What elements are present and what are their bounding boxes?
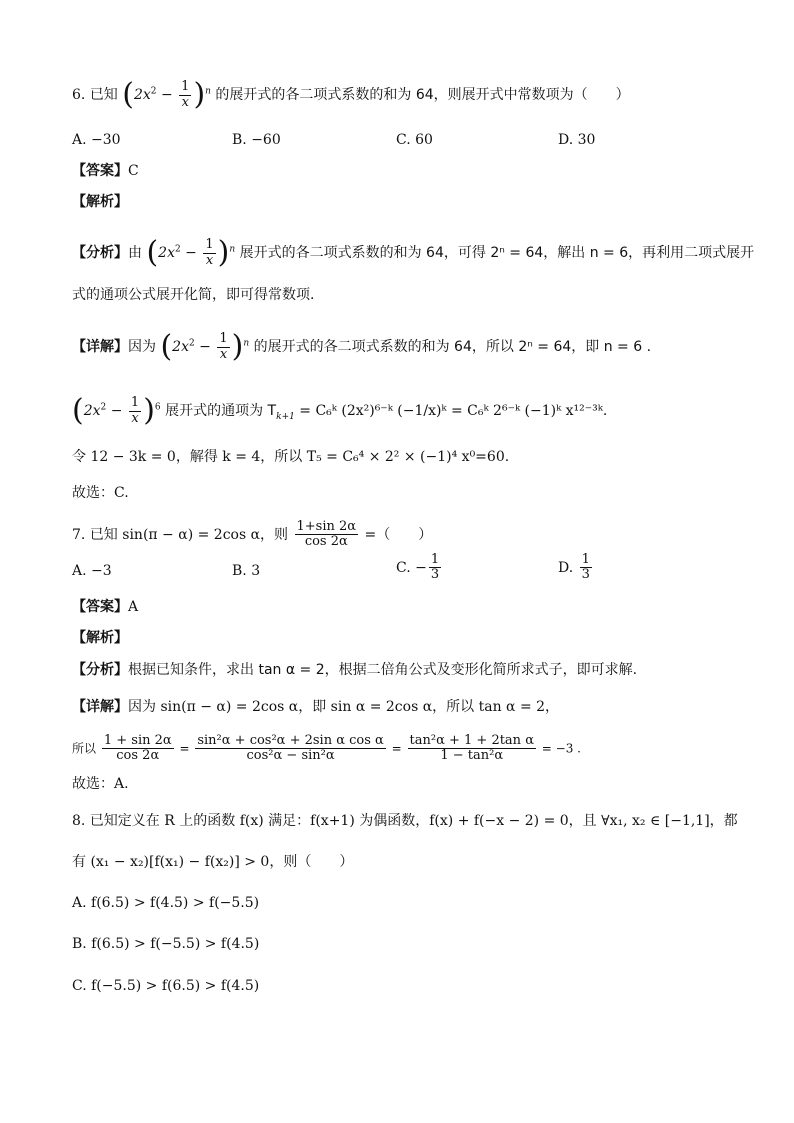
q8-option-c: C. f(−5.5) > f(6.5) > f(4.5) xyxy=(72,978,260,994)
q8-stem-2: 有 (x₁ − x₂)[f(x₁) − f(x₂)] > 0，则（ ） xyxy=(72,854,354,870)
q7-stem-1: 已知 sin(π − α) = 2cos α，则 xyxy=(89,526,289,543)
q6-expr-base: 2x xyxy=(133,87,151,103)
q6-fenxi-2: 展开式的各二项式系数的和为 64，可得 2ⁿ = 64，解出 n = 6，再利用二项式展开 xyxy=(239,245,755,261)
q6-analysis-text: 【解析】 xyxy=(72,194,128,210)
q6-minus: − xyxy=(160,87,173,103)
q8-option-b: B. f(6.5) > f(−5.5) > f(4.5) xyxy=(72,936,260,952)
q6-stem: 6. 已知 ($2x^2$ − $\frac{1}{x}$ )$^n$ 的展开式的各二项式系数的和为 64，则展开式中常数项为（ ） xyxy=(72,77,630,112)
q7-fenxi-text: 根据已知条件，求出 tan α = 2，根据二倍角公式及变形化简所求式子，即可求解. xyxy=(128,662,638,678)
q7-choose: 故选：A. xyxy=(72,776,129,792)
q6-fenxi-3: 式的通项公式展开化简，即可得常数项. xyxy=(72,287,315,303)
q7-answer-label: 【答案】 xyxy=(72,599,128,615)
q6-fraction: $\frac{1}{x}$ xyxy=(181,79,190,110)
q6-gt-exp: 6 xyxy=(154,402,161,413)
q6-option-b: B. −60 xyxy=(232,132,281,148)
q7-option-a: A. −3 xyxy=(72,563,112,579)
q7-frac-1: $\frac{1 + \sin 2\alpha}{\cos 2\alpha}$ xyxy=(103,733,172,764)
q7-fenxi xyxy=(72,660,637,680)
q7-frac-2: $\frac{\text{sin²α + cos²α + 2sin α cos α}}{\text{cos²α − sin²α}}$ xyxy=(197,733,384,764)
q6-xiangjie: 【详解】因为 ($2x^2$ − $\frac{1}{x}$ )$^n$ 的展开式的各二项式系数的和为 64，所以 2ⁿ = 64，即 n = 6 . xyxy=(72,329,652,364)
q6-xiangjie-label: 【详解】 xyxy=(72,339,128,355)
q7-answer xyxy=(72,597,138,617)
q6-xiangjie-2: 的展开式的各二项式系数的和为 64，所以 2ⁿ = 64，即 n = 6 . xyxy=(253,339,652,355)
q6-fenxi-1: 由 xyxy=(128,245,142,261)
q8-stem-1 xyxy=(72,811,738,831)
q6-option-d: D. 30 xyxy=(558,132,596,148)
q8-stem-1-text: 已知定义在 R 上的函数 f(x) 满足：f(x+1) 为偶函数，f(x) + f(−x − 2) = 0，且 ∀x₁, x₂ ∈ [−1,1]，都 xyxy=(89,813,738,829)
q7-result: = −3 . xyxy=(537,741,581,756)
q6-number: 6. xyxy=(72,87,86,103)
q6-gt-text: 展开式的通项为 T xyxy=(165,403,277,419)
q6-analysis-label xyxy=(72,192,128,212)
q7-analysis-text: 【解析】 xyxy=(72,630,128,646)
q6-answer-label: 【答案】 xyxy=(72,163,128,179)
q7-answer-value: A xyxy=(128,599,139,615)
q7-eq-2: = xyxy=(387,741,406,756)
q7-stem xyxy=(72,520,432,550)
q7-fenxi-label: 【分析】 xyxy=(72,662,128,678)
q7-analysis-label xyxy=(72,628,128,648)
q6-xiangjie-fraction: $\frac{1}{x}$ xyxy=(219,331,228,362)
q7-option-c: C. − $\frac{1}{3}$ xyxy=(396,552,440,583)
q7-option-d: D. $\frac{1}{3}$ xyxy=(558,552,590,583)
q6-choose: 故选：C. xyxy=(72,485,129,501)
q8-number: 8. xyxy=(72,813,86,829)
q6-stem-prefix: 已知 xyxy=(89,87,118,103)
q6-option-c: C. 60 xyxy=(396,132,433,148)
q6-gt-sub: k+1 xyxy=(276,411,295,422)
q6-solve: 令 12 − 3k = 0，解得 k = 4，所以 T₅ = C₆⁴ × 2² × (−1)⁴ x⁰=60. xyxy=(72,449,510,465)
q7-xiangjie xyxy=(72,697,559,717)
q7-xiangjie-text: 因为 sin(π − α) = 2cos α，即 sin α = 2cos α，所以 tan α = 2， xyxy=(128,699,560,715)
q8-option-a: A. f(6.5) > f(4.5) > f(−5.5) xyxy=(72,895,260,911)
q6-stem-suffix: 的展开式的各二项式系数的和为 64，则展开式中常数项为（ ） xyxy=(215,87,630,103)
q7-stem-2: =（ ） xyxy=(364,526,433,543)
q6-exponent: n xyxy=(205,86,211,97)
q7-derivation xyxy=(72,734,581,764)
q6-answer-value: C xyxy=(128,163,139,179)
q6-gt-rhs: = C₆ᵏ (2x²)⁶⁻ᵏ (−1/x)ᵏ = C₆ᵏ 2⁶⁻ᵏ (−1)ᵏ x¹²⁻³ᵏ. xyxy=(294,403,608,419)
q7-stem-fraction: $\frac{1+\sin 2\alpha}{\cos 2\alpha}$ xyxy=(296,519,357,550)
q7-eq-1: = xyxy=(175,741,194,756)
q6-general-term: ($2x^2$ − $\frac{1}{x}$ )$^6$ 展开式的通项为 $T_{k+1}$ = C₆ᵏ (2x²)⁶⁻ᵏ (−1/x)ᵏ = C₆ᵏ 2⁶⁻ᵏ (−1)ᵏ x¹²⁻³ᵏ. xyxy=(72,393,608,428)
q7-xiangjie-label: 【详解】 xyxy=(72,699,128,715)
q7-so: 所以 xyxy=(72,741,97,756)
q6-gt-fraction: $\frac{1}{x}$ xyxy=(130,395,140,426)
q6-fenxi: 【分析】由 ($2x^2$ − $\frac{1}{x}$ )$^n$ 展开式的各二项式系数的和为 64，可得 2ⁿ = 64，解出 n = 6，再利用二项式展开 xyxy=(72,235,755,270)
q7-option-b: B. 3 xyxy=(232,563,261,579)
q6-xiangjie-1: 因为 xyxy=(128,339,156,355)
q6-option-a: A. −30 xyxy=(72,132,121,148)
q7-frac-3: $\frac{\text{tan²α + 1 + 2tan α}}{\text{1 − tan²α}}$ xyxy=(409,733,534,764)
q6-fenxi-label: 【分析】 xyxy=(72,245,128,261)
q7-number: 7. xyxy=(72,526,86,543)
q6-fenxi-fraction: $\frac{1}{x}$ xyxy=(205,237,214,268)
q6-answer xyxy=(72,161,139,181)
